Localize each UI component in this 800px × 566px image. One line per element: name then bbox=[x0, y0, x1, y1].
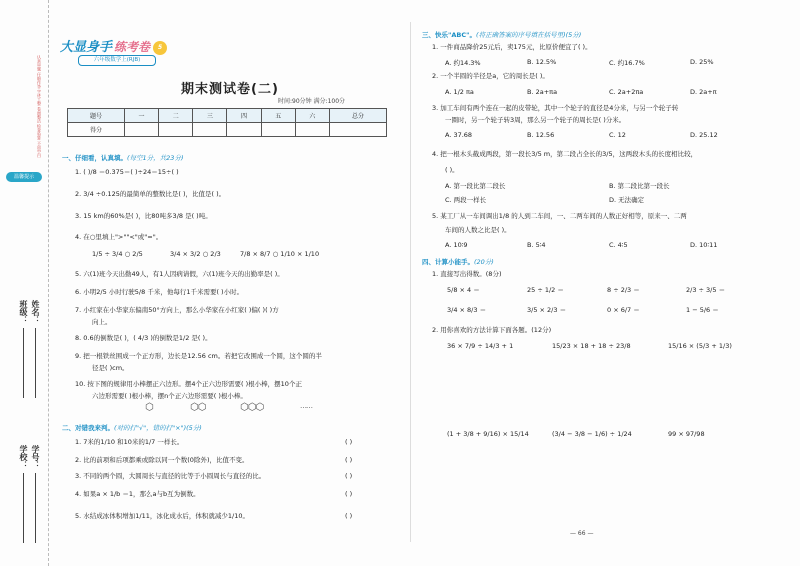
s3-q2-opt-c[interactable]: C. 2a+2πa bbox=[609, 88, 644, 96]
exp-5: (3/4 − 3/8 − 1/6) ÷ 1/24 bbox=[552, 430, 632, 438]
text: (每空1分，共23分) bbox=[127, 154, 184, 162]
s2-q5: 5. 水结成冰体积增加1/11，冰化成水后，体积就减少1/10。 bbox=[75, 512, 249, 520]
s3-q4-cont: ( )。 bbox=[445, 166, 459, 174]
s3-q1-opt-d[interactable]: D. 25% bbox=[690, 58, 714, 66]
text: 二、对错我来判。 bbox=[62, 424, 114, 432]
text: 姓名： bbox=[31, 300, 40, 324]
text: 一 bbox=[124, 109, 158, 123]
s3-q2-opt-a[interactable]: A. 1/2 πa bbox=[445, 88, 474, 96]
s2-mark-2[interactable]: ( ) bbox=[345, 456, 353, 464]
calc-2: 25 ÷ 1/2 ＝ bbox=[527, 286, 564, 294]
tips-badge: 温馨提示 bbox=[6, 172, 42, 182]
exp-1: 36 × 7/9 ÷ 14/3 + 1 bbox=[447, 342, 514, 350]
s1-q4-b: 3/4 × 3/2 ○ 2/3 bbox=[170, 250, 221, 258]
s2-q4: 4. 如果a × 1/b ＝1，那么a与b互为倒数。 bbox=[75, 490, 200, 498]
text: 五 bbox=[261, 109, 295, 123]
calc-5: 3/4 × 8/3 ＝ bbox=[447, 306, 487, 314]
score-table bbox=[67, 108, 387, 137]
school-field[interactable] bbox=[18, 445, 29, 547]
s3-q5: 5. 某工厂从一车间调出1/8 的人到二车间，一、二两车间的人数正好相等，原来一、二两 bbox=[432, 212, 687, 220]
exp-4: (1 + 3/8 + 9/16) × 15/14 bbox=[447, 430, 529, 438]
exam-meta: 时间:90分钟 满分:100分 bbox=[278, 98, 346, 105]
calc-7: 0 × 6/7 ＝ bbox=[607, 306, 640, 314]
calc-8: 1 − 5/6 ＝ bbox=[686, 306, 719, 314]
s2-mark-4[interactable]: ( ) bbox=[345, 490, 353, 498]
s1-q10: 10. 按下图的规律用小棒摆正六边形。摆4个正六边形需要( )根小棒，摆10个正 bbox=[75, 380, 302, 388]
section-2-title bbox=[62, 423, 202, 432]
text: 总分 bbox=[329, 109, 386, 123]
s3-q3-cont: 一圈时，另一个轮子转3周，那么另一个轮子的周长是( )分米。 bbox=[445, 116, 626, 124]
text: 三 bbox=[193, 109, 227, 123]
text: 三、快乐"ABC"。 bbox=[422, 31, 477, 39]
s3-q3-opt-b[interactable]: B. 12.56 bbox=[527, 131, 555, 139]
s2-mark-1[interactable]: ( ) bbox=[345, 438, 353, 446]
s3-q4-opt-b[interactable]: B. 第二段比第一段长 bbox=[609, 182, 670, 190]
s1-q4-a: 1/5 ÷ 3/4 ○ 2/5 bbox=[92, 250, 143, 258]
s1-q4: 4. 在○里填上">""<"或"="。 bbox=[75, 233, 163, 241]
s2-q2: 2. 比的前项和后项都乘或除以同一个数(0除外)，比值不变。 bbox=[75, 456, 249, 464]
calc-4: 2/3 ÷ 3/5 ＝ bbox=[686, 286, 726, 294]
s3-q2: 2. 一个半圆的半径是a，它的周长是( )。 bbox=[432, 72, 549, 80]
page-title: 期末测试卷(二) bbox=[181, 82, 279, 97]
student-id-field[interactable] bbox=[30, 445, 41, 547]
s1-q3: 3. 15 km的60%是( )，比80吨多3/8 是( )吨。 bbox=[75, 212, 212, 220]
text: 题号 bbox=[68, 109, 125, 123]
s3-q5-opt-c[interactable]: C. 4∶5 bbox=[609, 241, 628, 249]
s1-q8: 8. 0.6的倒数是( )，( 4/3 )的倒数是1/2 是( )。 bbox=[75, 334, 212, 342]
exp-3: 15/16 × (5/3 + 1/3) bbox=[668, 342, 732, 350]
s2-mark-5[interactable]: ( ) bbox=[345, 512, 353, 520]
s2-mark-3[interactable]: ( ) bbox=[345, 472, 353, 480]
s1-q2: 2. 3/4 ÷0.125的最简单的整数比是( )，比值是( )。 bbox=[75, 190, 226, 198]
text: 四 bbox=[227, 109, 261, 123]
s3-q2-opt-d[interactable]: D. 2a+π bbox=[690, 88, 717, 96]
hexagon-1-icon: ⬡ bbox=[145, 402, 153, 413]
text: (将正确答案的序号填在括号里)(5分) bbox=[476, 31, 582, 39]
calc-1: 5/8 × 4 ＝ bbox=[447, 286, 480, 294]
text: 班级： bbox=[19, 300, 28, 324]
brand-logo bbox=[60, 36, 167, 55]
text: (对的打"√"，错的打"×")(5分) bbox=[114, 424, 202, 432]
s3-q3-opt-c[interactable]: C. 12 bbox=[609, 131, 626, 139]
sun-icon: 5 bbox=[153, 41, 167, 55]
s1-q5: 5. 六(1)班今天出勤49人，有1人因病请假，六(1)班今天的出勤率是( )。 bbox=[75, 270, 284, 278]
calc-3: 8 ÷ 2/3 ＝ bbox=[607, 286, 640, 294]
s3-q5-opt-b[interactable]: B. 5∶4 bbox=[527, 241, 546, 249]
column-divider bbox=[410, 22, 411, 542]
s3-q5-opt-a[interactable]: A. 10∶9 bbox=[445, 241, 468, 249]
hexagon-2-icon: ⬡⬡ bbox=[190, 402, 206, 413]
s3-q5-opt-d[interactable]: D. 10∶11 bbox=[690, 241, 718, 249]
name-field[interactable] bbox=[30, 300, 41, 402]
text: (20分) bbox=[474, 258, 494, 266]
text: 学号： bbox=[31, 445, 40, 469]
s1-q6: 6. 小明2/5 小时行驶5/8 千米，他每行1千米需要( )小时。 bbox=[75, 288, 244, 296]
s3-q1-opt-c[interactable]: C. 约16.7% bbox=[609, 59, 645, 67]
text: 六 bbox=[295, 109, 329, 123]
s1-q9: 9. 把一根铁丝围成一个正方形，边长是12.56 cm。若把它改围成一个圆，这个圆的半 bbox=[75, 352, 322, 360]
s3-q5-cont: 车间的人数之比是( )。 bbox=[445, 226, 511, 234]
s1-q1: 1. ( )/8 ＝0.375＝( )÷24＝15÷( ) bbox=[75, 168, 179, 176]
text: 四、计算小能手。 bbox=[422, 258, 474, 266]
grade-label: 六年级数学上(RJB) bbox=[78, 55, 156, 66]
s4-q1: 1. 直接写出得数。(8分) bbox=[432, 270, 502, 278]
page-number: — 66 — bbox=[570, 530, 594, 537]
class-field[interactable] bbox=[18, 300, 29, 402]
s3-q1-opt-a[interactable]: A. 约14.3% bbox=[445, 59, 481, 67]
section-4-title bbox=[422, 257, 494, 266]
s1-q9-cont: 径是( )cm。 bbox=[92, 364, 129, 372]
s1-q7-cont: 向上。 bbox=[92, 318, 112, 326]
text: 练考卷 bbox=[114, 40, 151, 54]
s1-q10-cont: 六边形需要( )根小棒，摆n个正六边形需要( )根小棒。 bbox=[92, 392, 247, 400]
text: 一、仔细看，认真填。 bbox=[62, 154, 127, 162]
s1-q4-c: 7/8 × 8/7 ○ 1/10 × 1/10 bbox=[240, 250, 320, 258]
tips-text: 认真审题 仔细作答 字迹工整 卷面整洁 检查验算 不留空白 bbox=[37, 55, 42, 158]
s3-q1: 1. 一件商品降价25元后，卖175元，比原价便宜了( )。 bbox=[432, 43, 592, 51]
exp-6: 99 × 97/98 bbox=[668, 430, 705, 438]
text: 学校： bbox=[19, 445, 28, 469]
section-1-title bbox=[62, 153, 183, 162]
s3-q3-opt-a[interactable]: A. 37.68 bbox=[445, 131, 473, 139]
calc-6: 3/5 × 2/3 ＝ bbox=[527, 306, 567, 314]
s3-q3: 3. 加工车间有两个连在一起的皮带轮，其中一个轮子的直径是4分米，与另一个轮子转 bbox=[432, 104, 679, 112]
s3-q4-opt-c[interactable]: C. 两段一样长 bbox=[445, 196, 487, 204]
s3-q4-opt-a[interactable]: A. 第一段比第二段长 bbox=[445, 182, 506, 190]
text: 大显身手 bbox=[60, 40, 113, 55]
exp-2: 15/23 × 18 + 18 ÷ 23/8 bbox=[552, 342, 631, 350]
s3-q2-opt-b[interactable]: B. 2a+πa bbox=[527, 88, 558, 96]
s2-q1: 1. 7米的1/10 和10米的1/7 一样长。 bbox=[75, 438, 184, 446]
s3-q4: 4. 把一根木头截成两段，第一段长3/5 m，第二段占全长的3/5，这两段木头的长度相比较， bbox=[432, 150, 698, 158]
section-3-title bbox=[422, 30, 581, 39]
s4-q2: 2. 用你喜欢的方法计算下面各题。(12分) bbox=[432, 326, 552, 334]
text: 得分 bbox=[68, 123, 125, 137]
hexagon-3-icon: ⬡⬡⬡ bbox=[240, 402, 264, 413]
s3-q3-opt-d[interactable]: D. 25.12 bbox=[690, 131, 718, 139]
s2-q3: 3. 不同的两个圆，大圆周长与直径的比等于小圆周长与直径的比。 bbox=[75, 472, 266, 480]
ellipsis: …… bbox=[300, 402, 312, 410]
s3-q4-opt-d[interactable]: D. 无法确定 bbox=[609, 196, 645, 204]
text: 二 bbox=[159, 109, 193, 123]
s1-q7: 7. 小红家在小华家东偏南50°方向上，那么小华家在小红家( )偏( )( )方 bbox=[75, 306, 279, 314]
s3-q1-opt-b[interactable]: B. 12.5% bbox=[527, 58, 557, 66]
